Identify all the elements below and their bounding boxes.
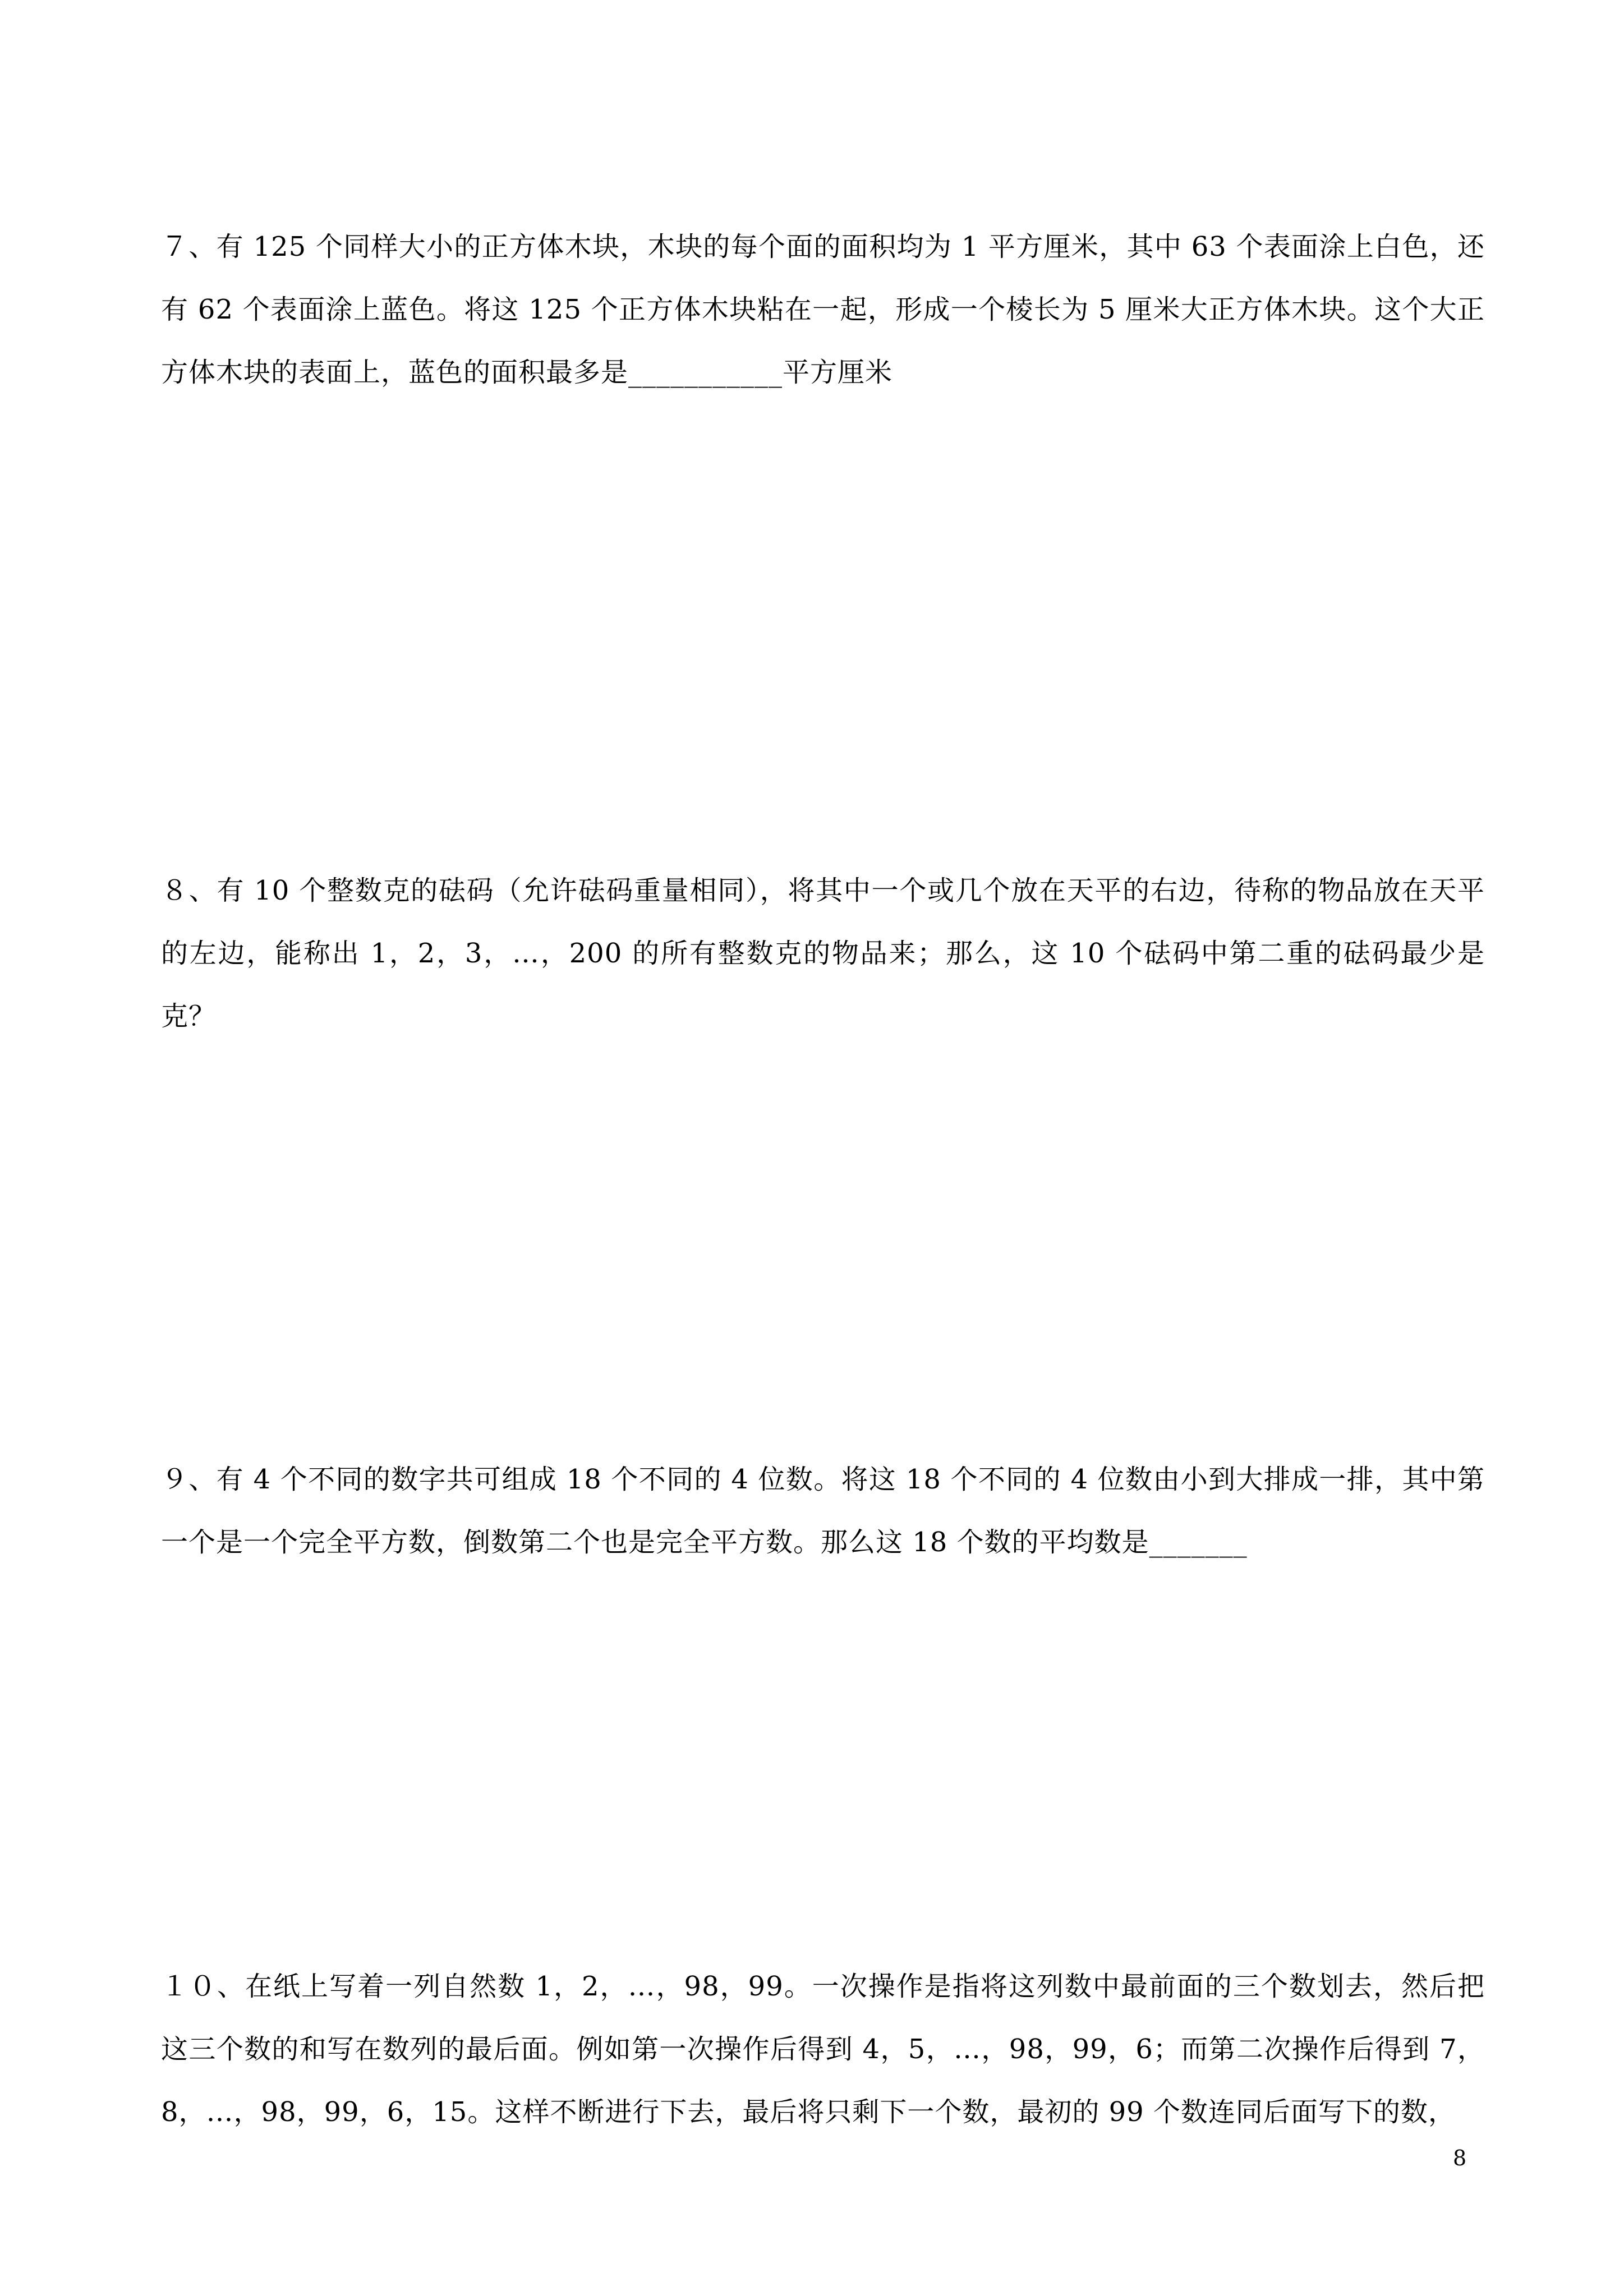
page-number: 8 xyxy=(1453,2146,1467,2170)
problem-8 xyxy=(161,859,1485,1048)
problem-8-text: ８、有 10 个整数克的砝码（允许砝码重量相同），将其中一个或几个放在天平的右边，待称的物品放在天平的左边，能称出 1，2，3，…，200 的所有整数克的物品来；那么，这 10 个砝码中第二重的砝码最少是克？ xyxy=(161,875,1485,1032)
problem-9-text: ９、有 4 个不同的数字共可组成 18 个不同的 4 位数。将这 18 个不同的 4 位数由小到大排成一排，其中第一个是一个完全平方数，倒数第二个也是完全平方数。那么这 18 个数的平均数是_______ xyxy=(161,1464,1485,1558)
problem-10 xyxy=(161,1955,1485,2143)
problem-7-text: ７、有 125 个同样大小的正方体木块，木块的每个面的面积均为 1 平方厘米，其中 63 个表面涂上白色，还有 62 个表面涂上蓝色。将这 125 个正方体木块粘在一起，形成一个棱长为 5 厘米大正方体木块。这个大正方体木块的表面上，蓝色的面积最多是___________平方厘米 xyxy=(161,231,1485,388)
problem-7 xyxy=(161,215,1485,404)
problem-9 xyxy=(161,1448,1485,1574)
problem-10-text: １０、在纸上写着一列自然数 1，2，…，98，99。一次操作是指将这列数中最前面的三个数划去，然后把这三个数的和写在数列的最后面。例如第一次操作后得到 4，5，…，98，99，6；而第二次操作后得到 7，8，…，98，99，6，15。这样不断进行下去，最后将只剩下一个数，最初的 99 个数连同后面写下的数， xyxy=(161,1971,1485,2128)
